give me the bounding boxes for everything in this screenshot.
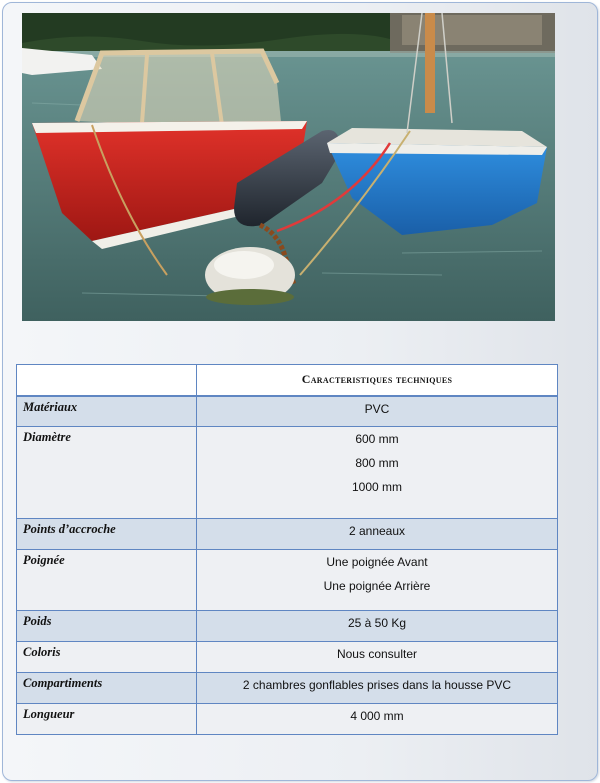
header-empty-cell [17, 365, 197, 396]
row-value [197, 396, 558, 427]
row-label: Matériaux [17, 396, 197, 427]
row-value-line: 25 à 50 Kg [347, 616, 407, 630]
table-header-row [17, 365, 558, 396]
row-value [197, 611, 558, 642]
row-value [197, 550, 558, 611]
row-value [197, 704, 558, 735]
row-value-line: Nous consulter [336, 647, 418, 661]
row-value-line: Une poignée Arrière [323, 579, 431, 593]
row-value [197, 427, 558, 519]
table-row [17, 519, 558, 550]
row-value-line: 4 000 mm [350, 709, 404, 723]
table-row [17, 427, 558, 519]
row-label: Compartiments [17, 673, 197, 704]
row-value-line: PVC [364, 401, 390, 416]
row-value [197, 642, 558, 673]
row-label: Poids [17, 611, 197, 642]
header-title: Caracteristiques techniques [197, 365, 558, 396]
row-value-line: 2 chambres gonflables prises dans la housse PVC [242, 678, 512, 692]
row-value-line: Une poignée Avant [326, 555, 428, 569]
boats-photo [22, 13, 555, 321]
table-row [17, 550, 558, 611]
row-label: Coloris [17, 642, 197, 673]
row-value-line: 1000 mm [351, 480, 403, 494]
row-label: Poignée [17, 550, 197, 611]
table-row [17, 611, 558, 642]
row-label: Points d’accroche [17, 519, 197, 550]
table-row [17, 673, 558, 704]
row-value [197, 673, 558, 704]
row-label: Longueur [17, 704, 197, 735]
row-value-line: 800 mm [355, 456, 399, 470]
row-value-line: 2 anneaux [348, 524, 406, 538]
table-row [17, 704, 558, 735]
row-value-line: 600 mm [355, 432, 399, 446]
row-label: Diamètre [17, 427, 197, 519]
row-value [197, 519, 558, 550]
table-row [17, 396, 558, 427]
technical-specs-table [16, 364, 558, 735]
table-row [17, 642, 558, 673]
